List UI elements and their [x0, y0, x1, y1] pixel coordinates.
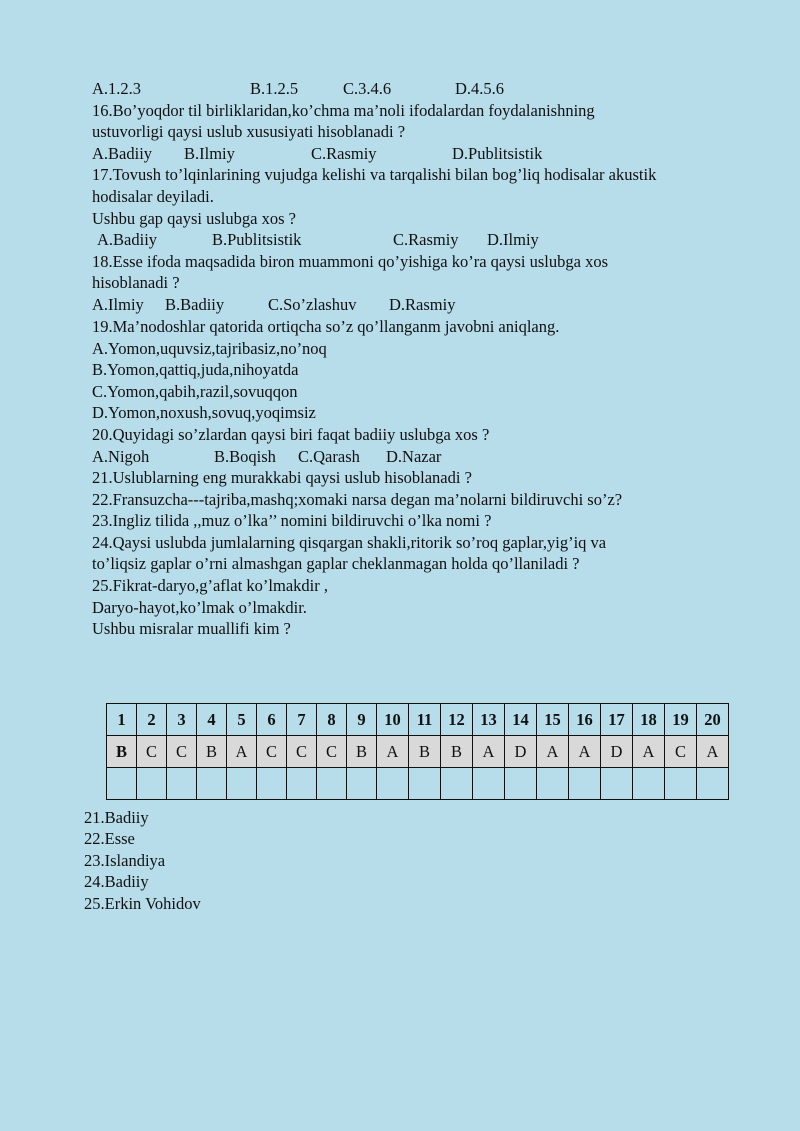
table-cell: 6 — [257, 704, 287, 736]
q25-question: Ushbu misralar muallifi kim ? — [92, 619, 291, 638]
answer-key-21: 21.Badiiy — [84, 808, 149, 827]
option: D.Ilmiy — [487, 230, 539, 249]
q25-text: 25.Fikrat-daryo,g’aflat ko’lmakdir , — [92, 576, 328, 595]
answer-key-23: 23.Islandiya — [84, 851, 166, 870]
q19-option-d: D.Yomon,noxush,sovuq,yoqimsiz — [92, 403, 316, 422]
empty-cell — [377, 768, 409, 800]
empty-cell — [601, 768, 633, 800]
q16-text-cont: ustuvorligi qaysi uslub xususiyati hisoblanadi ? — [92, 122, 406, 141]
option: A.Badiiy — [97, 230, 158, 249]
q20-text: 20.Quyidagi so’zlardan qaysi biri faqat badiiy uslubga xos ? — [92, 425, 490, 444]
option: B.Ilmiy — [184, 144, 235, 163]
table-cell: 5 — [227, 704, 257, 736]
q16-text: 16.Bo’yoqdor til birliklaridan,ko’chma ma’noli ifodalardan foydalanishning — [92, 101, 595, 120]
empty-cell — [537, 768, 569, 800]
answer-table-header-row — [107, 704, 729, 736]
option: B.Badiiy — [165, 295, 225, 314]
table-cell: A — [537, 736, 569, 768]
table-cell: C — [665, 736, 697, 768]
table-cell: 14 — [505, 704, 537, 736]
empty-cell — [257, 768, 287, 800]
table-cell: A — [377, 736, 409, 768]
option: D.Nazar — [386, 447, 442, 466]
q18-text: 18.Esse ifoda maqsadida biron muammoni qo’yishiga ko’ra qaysi uslubga xos — [92, 252, 608, 271]
q25-text-line2: Daryo-hayot,ko’lmak o’lmakdir. — [92, 598, 307, 617]
q19-text: 19.Ma’nodoshlar qatorida ortiqcha so’z qo’llanganm javobni aniqlang. — [92, 317, 560, 336]
table-cell: 7 — [287, 704, 317, 736]
option: C.So’zlashuv — [268, 295, 357, 314]
option: B.Boqish — [214, 447, 276, 466]
table-cell: A — [473, 736, 505, 768]
q21-text: 21.Uslublarning eng murakkabi qaysi uslub hisoblanadi ? — [92, 468, 472, 487]
table-cell: 20 — [697, 704, 729, 736]
empty-cell — [697, 768, 729, 800]
table-cell: B — [197, 736, 227, 768]
table-cell: A — [227, 736, 257, 768]
answer-table-empty-row — [107, 768, 729, 800]
option: A.Badiiy — [92, 144, 153, 163]
table-cell: D — [505, 736, 537, 768]
table-cell: B — [409, 736, 441, 768]
table-cell: A — [569, 736, 601, 768]
table-cell: 17 — [601, 704, 633, 736]
table-cell: 16 — [569, 704, 601, 736]
empty-cell — [347, 768, 377, 800]
q17-text-cont: hodisalar deyiladi. — [92, 187, 214, 206]
option: A.Ilmiy — [92, 295, 144, 314]
empty-cell — [441, 768, 473, 800]
table-cell: 10 — [377, 704, 409, 736]
option: A.Nigoh — [92, 447, 150, 466]
q19-option-a: A.Yomon,uquvsiz,tajribasiz,no’noq — [92, 339, 327, 358]
answer-table — [106, 703, 729, 800]
option: C.Rasmiy — [311, 144, 377, 163]
table-cell: D — [601, 736, 633, 768]
table-cell: A — [633, 736, 665, 768]
empty-cell — [167, 768, 197, 800]
table-cell: C — [287, 736, 317, 768]
empty-cell — [107, 768, 137, 800]
table-cell: 4 — [197, 704, 227, 736]
answer-table-answers-row — [107, 736, 729, 768]
table-cell: C — [137, 736, 167, 768]
q19-option-b: B.Yomon,qattiq,juda,nihoyatda — [92, 360, 299, 379]
table-cell: 9 — [347, 704, 377, 736]
empty-cell — [505, 768, 537, 800]
q22-text: 22.Fransuzcha---tajriba,mashq;xomaki narsa degan ma’nolarni bildiruvchi so’z? — [92, 490, 623, 509]
option: D.4.5.6 — [455, 79, 505, 98]
table-cell: C — [257, 736, 287, 768]
empty-cell — [633, 768, 665, 800]
option: D.Rasmiy — [389, 295, 456, 314]
empty-cell — [409, 768, 441, 800]
answer-key-24: 24.Badiiy — [84, 872, 149, 891]
table-cell: 2 — [137, 704, 167, 736]
q18-text-cont: hisoblanadi ? — [92, 273, 180, 292]
option: B.1.2.5 — [250, 79, 299, 98]
option: C.Qarash — [298, 447, 360, 466]
answer-key-22: 22.Esse — [84, 829, 135, 848]
table-cell: 13 — [473, 704, 505, 736]
q17-text: 17.Tovush to’lqinlarining vujudga kelishi va tarqalishi bilan bog’liq hodisalar akustik — [92, 165, 657, 184]
empty-cell — [473, 768, 505, 800]
q17-question: Ushbu gap qaysi uslubga xos ? — [92, 209, 296, 228]
empty-cell — [137, 768, 167, 800]
q23-text: 23.Ingliz tilida ,,muz o’lka’’ nomini bildiruvchi o’lka nomi ? — [92, 511, 492, 530]
table-cell: 8 — [317, 704, 347, 736]
option: C.3.4.6 — [343, 79, 392, 98]
q24-text: 24.Qaysi uslubda jumlalarning qisqargan shakli,ritorik so’roq gaplar,yig’iq va — [92, 533, 607, 552]
empty-cell — [317, 768, 347, 800]
table-cell: 3 — [167, 704, 197, 736]
table-cell: A — [697, 736, 729, 768]
option: C.Rasmiy — [393, 230, 459, 249]
empty-cell — [665, 768, 697, 800]
table-cell: 15 — [537, 704, 569, 736]
table-cell: 11 — [409, 704, 441, 736]
empty-cell — [569, 768, 601, 800]
table-cell: 19 — [665, 704, 697, 736]
q19-option-c: C.Yomon,qabih,razil,sovuqqon — [92, 382, 298, 401]
empty-cell — [227, 768, 257, 800]
option: A.1.2.3 — [92, 79, 142, 98]
empty-cell — [197, 768, 227, 800]
table-cell: B — [347, 736, 377, 768]
empty-cell — [287, 768, 317, 800]
table-cell: C — [317, 736, 347, 768]
table-cell: B — [107, 736, 137, 768]
table-cell: B — [441, 736, 473, 768]
answer-key-25: 25.Erkin Vohidov — [84, 894, 201, 913]
q24-text-cont: to’liqsiz gaplar o’rni almashgan gaplar cheklanmagan holda qo’llaniladi ? — [92, 554, 580, 573]
option: B.Publitsistik — [212, 230, 302, 249]
table-cell: C — [167, 736, 197, 768]
table-cell: 18 — [633, 704, 665, 736]
option: D.Publitsistik — [452, 144, 543, 163]
table-cell: 1 — [107, 704, 137, 736]
table-cell: 12 — [441, 704, 473, 736]
